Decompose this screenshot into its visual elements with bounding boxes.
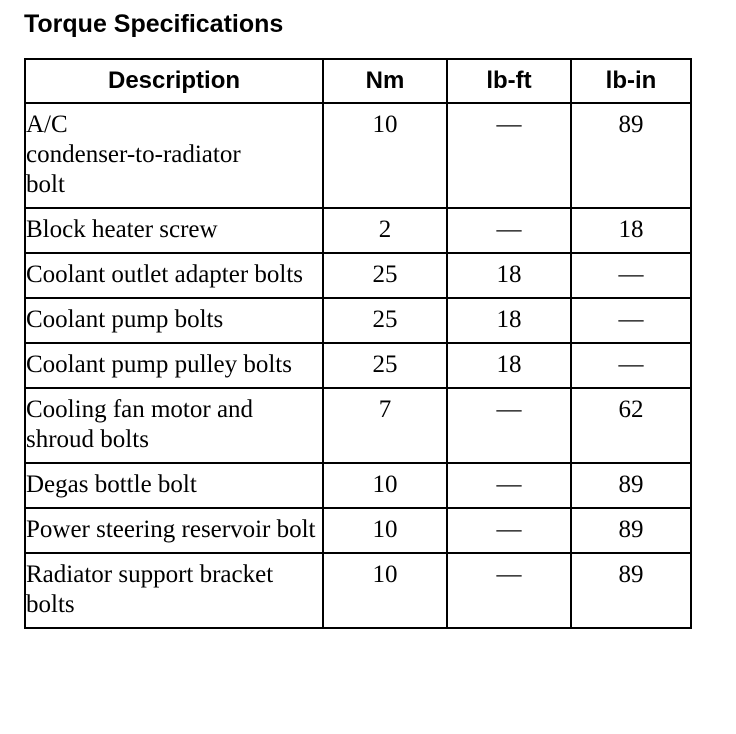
- row-lb-ft: 18: [447, 253, 571, 298]
- row-description: Power steering reservoir bolt: [25, 508, 323, 553]
- table-row: [25, 343, 691, 388]
- table-row: [25, 298, 691, 343]
- row-description: Coolant outlet adapter bolts: [25, 253, 323, 298]
- row-lb-ft: —: [447, 103, 571, 208]
- row-lb-in: —: [571, 343, 691, 388]
- table-row: [25, 103, 691, 208]
- page-title: Torque Specifications: [24, 10, 284, 38]
- row-description: Coolant pump bolts: [25, 298, 323, 343]
- row-lb-in: 62: [571, 388, 691, 463]
- row-nm: 10: [323, 103, 447, 208]
- row-lb-in: 89: [571, 463, 691, 508]
- row-description: Block heater screw: [25, 208, 323, 253]
- row-lb-ft: —: [447, 508, 571, 553]
- row-lb-ft: —: [447, 553, 571, 628]
- column-header-lb-ft: lb-ft: [447, 59, 571, 103]
- row-lb-ft: —: [447, 208, 571, 253]
- table-header-row: [25, 59, 691, 103]
- column-header-description: Description: [25, 59, 323, 103]
- row-lb-in: —: [571, 298, 691, 343]
- row-lb-in: 89: [571, 553, 691, 628]
- table-row: [25, 208, 691, 253]
- row-description: Degas bottle bolt: [25, 463, 323, 508]
- row-nm: 10: [323, 463, 447, 508]
- row-lb-ft: 18: [447, 343, 571, 388]
- row-description: Coolant pump pulley bolts: [25, 343, 323, 388]
- row-description: Cooling fan motor and shroud bolts: [25, 388, 323, 463]
- table-row: [25, 508, 691, 553]
- column-header-lb-in: lb-in: [571, 59, 691, 103]
- row-description: Radiator support bracket bolts: [25, 553, 323, 628]
- row-lb-in: 89: [571, 103, 691, 208]
- table-row: [25, 463, 691, 508]
- row-description: A/C condenser-to-radiator bolt: [25, 103, 323, 208]
- row-nm: 10: [323, 553, 447, 628]
- row-nm: 7: [323, 388, 447, 463]
- column-header-nm: Nm: [323, 59, 447, 103]
- table-row: [25, 253, 691, 298]
- table-row: [25, 553, 691, 628]
- row-lb-in: 89: [571, 508, 691, 553]
- row-lb-in: 18: [571, 208, 691, 253]
- row-lb-ft: 18: [447, 298, 571, 343]
- row-nm: 2: [323, 208, 447, 253]
- row-nm: 25: [323, 253, 447, 298]
- row-nm: 10: [323, 508, 447, 553]
- row-nm: 25: [323, 343, 447, 388]
- table-row: [25, 388, 691, 463]
- row-lb-ft: —: [447, 463, 571, 508]
- row-nm: 25: [323, 298, 447, 343]
- row-lb-in: —: [571, 253, 691, 298]
- torque-spec-table: [24, 58, 692, 629]
- row-lb-ft: —: [447, 388, 571, 463]
